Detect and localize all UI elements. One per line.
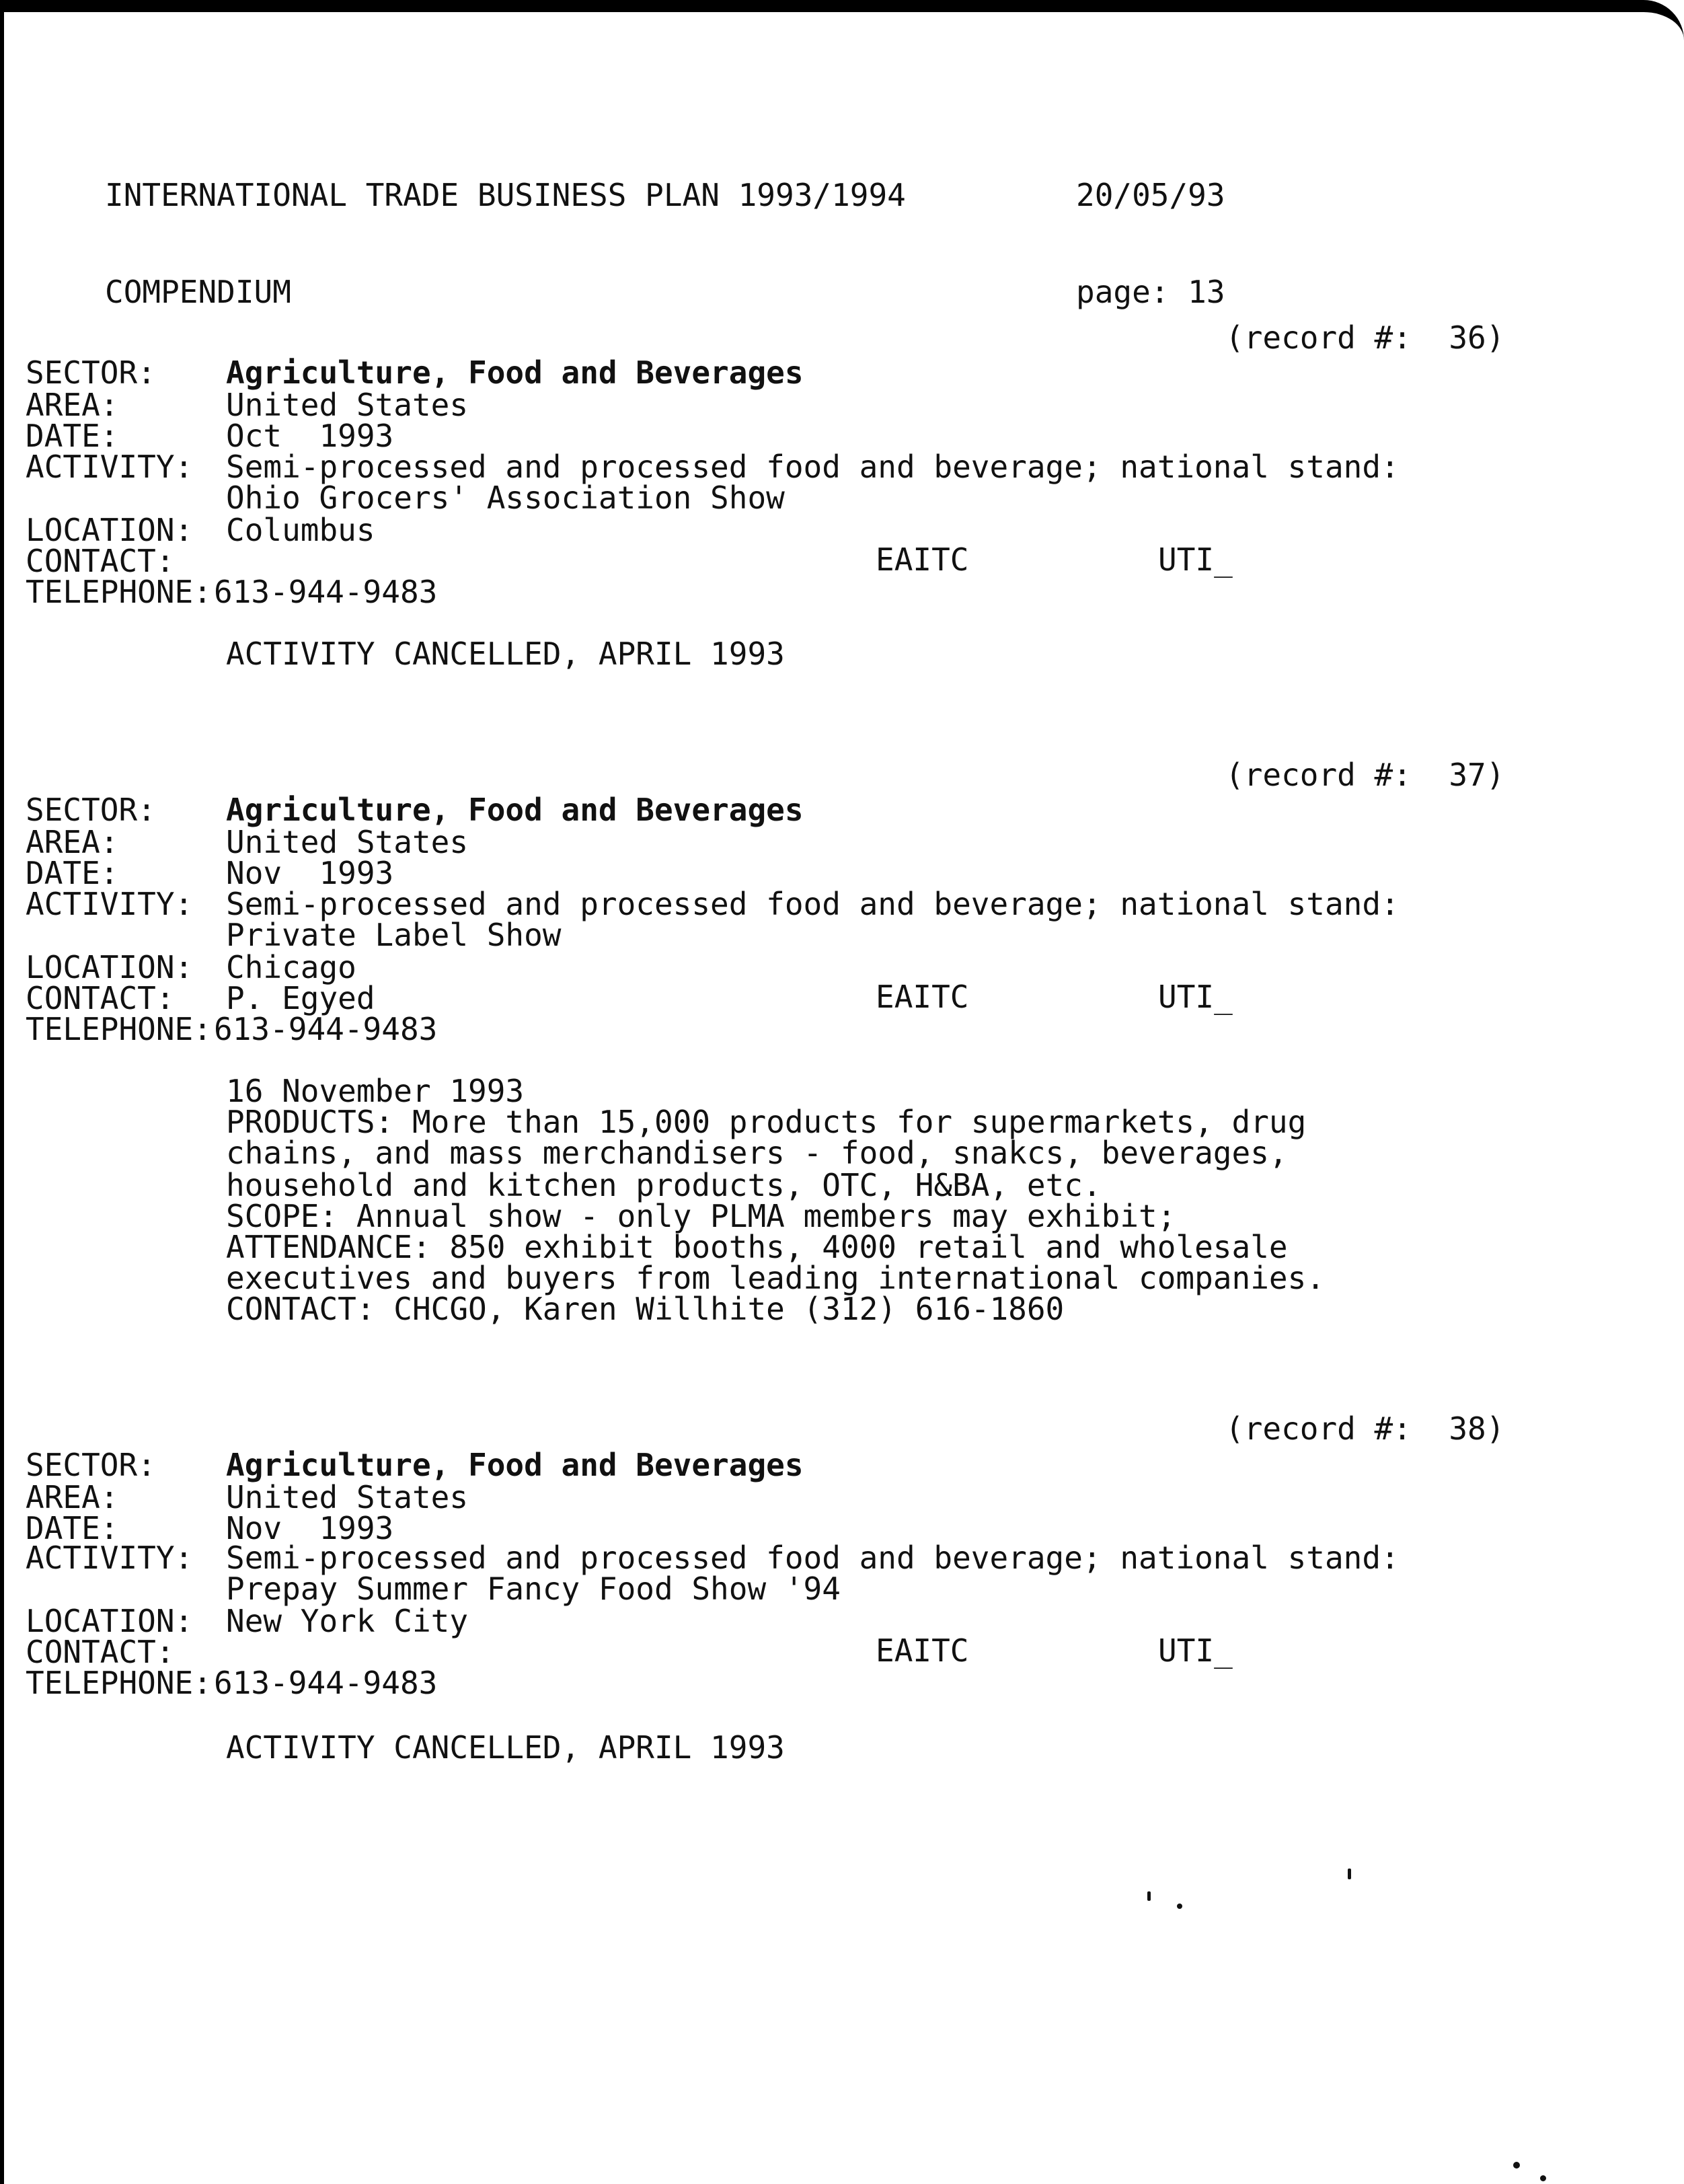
record-number: (record #: 37)	[1225, 757, 1505, 793]
telephone-label: TELEPHONE:	[26, 1665, 212, 1701]
detail-line: 16 November 1993	[226, 1073, 525, 1109]
sector-value: Agriculture, Food and Beverages	[226, 1447, 804, 1483]
activity-label: ACTIVITY:	[26, 886, 194, 922]
contact-label: CONTACT:	[26, 980, 175, 1016]
record-number: (record #: 36)	[1225, 319, 1505, 356]
sector-label: SECTOR:	[26, 1447, 156, 1483]
activity-line-1: Semi-processed and processed food and beverage; national stand:	[226, 886, 1400, 922]
document-date: 20/05/93	[1076, 177, 1225, 213]
activity-line-2: Ohio Grocers' Association Show	[226, 480, 785, 516]
sector-value: Agriculture, Food and Beverages	[226, 354, 804, 391]
date-value: Nov 1993	[226, 1510, 394, 1546]
title-line-2: COMPENDIUM	[105, 274, 291, 310]
area-value: United States	[226, 387, 469, 423]
date-value: Oct 1993	[226, 418, 394, 454]
location-value: Columbus	[226, 512, 375, 548]
page-number: page: 13	[1076, 274, 1225, 310]
activity-line-1: Semi-processed and processed food and beverage; national stand:	[226, 1540, 1400, 1576]
detail-line: ATTENDANCE: 850 exhibit booths, 4000 retail and wholesale	[226, 1229, 1288, 1265]
telephone-label: TELEPHONE:	[26, 1011, 212, 1047]
scan-speck	[1513, 2162, 1520, 2169]
activity-line-1: Semi-processed and processed food and beverage; national stand:	[226, 449, 1400, 485]
contact-label: CONTACT:	[26, 543, 175, 579]
contact-value: P. Egyed	[226, 980, 375, 1016]
telephone-value: 613-944-9483	[214, 1665, 438, 1701]
detail-line: executives and buyers from leading international companies.	[226, 1260, 1325, 1296]
document-title	[105, 114, 906, 340]
detail-line: chains, and mass merchandisers - food, snakcs, beverages,	[226, 1135, 1288, 1171]
scan-speck	[1348, 1869, 1351, 1879]
date-value: Nov 1993	[226, 855, 394, 891]
area-label: AREA:	[26, 824, 119, 860]
date-label: DATE:	[26, 418, 119, 454]
scan-speck	[1147, 1891, 1151, 1901]
uti-code: UTI_	[1158, 979, 1233, 1015]
telephone-value: 613-944-9483	[214, 1011, 438, 1047]
title-line-1: INTERNATIONAL TRADE BUSINESS PLAN 1993/1994	[105, 177, 906, 213]
date-label: DATE:	[26, 1510, 119, 1546]
activity-line-2: Prepay Summer Fancy Food Show '94	[226, 1571, 841, 1607]
area-value: United States	[226, 824, 469, 860]
status-note: ACTIVITY CANCELLED, APRIL 1993	[226, 636, 785, 672]
detail-line: SCOPE: Annual show - only PLMA members may exhibit;	[226, 1198, 1176, 1234]
record-number: (record #: 38)	[1225, 1410, 1505, 1447]
location-value: New York City	[226, 1603, 469, 1639]
area-label: AREA:	[26, 387, 119, 423]
date-label: DATE:	[26, 855, 119, 891]
status-note: ACTIVITY CANCELLED, APRIL 1993	[226, 1729, 785, 1766]
scan-speck	[1540, 2175, 1546, 2181]
telephone-value: 613-944-9483	[214, 574, 438, 610]
area-label: AREA:	[26, 1479, 119, 1515]
detail-line: PRODUCTS: More than 15,000 products for supermarkets, drug	[226, 1104, 1307, 1140]
detail-line: household and kitchen products, OTC, H&BA, etc.	[226, 1167, 1102, 1203]
activity-label: ACTIVITY:	[26, 449, 194, 485]
eaitc-code: EAITC	[876, 1632, 969, 1669]
contact-label: CONTACT:	[26, 1634, 175, 1670]
sector-label: SECTOR:	[26, 792, 156, 828]
location-label: LOCATION:	[26, 512, 194, 548]
scan-speck	[1177, 1904, 1182, 1909]
sector-value: Agriculture, Food and Beverages	[226, 792, 804, 828]
uti-code: UTI_	[1158, 541, 1233, 578]
eaitc-code: EAITC	[876, 541, 969, 578]
activity-line-2: Private Label Show	[226, 917, 562, 953]
location-label: LOCATION:	[26, 1603, 194, 1639]
uti-code: UTI_	[1158, 1632, 1233, 1669]
detail-line: CONTACT: CHCGO, Karen Willhite (312) 616-1860	[226, 1291, 1065, 1327]
eaitc-code: EAITC	[876, 979, 969, 1015]
activity-label: ACTIVITY:	[26, 1540, 194, 1576]
sector-label: SECTOR:	[26, 354, 156, 391]
area-value: United States	[226, 1479, 469, 1515]
location-value: Chicago	[226, 949, 356, 985]
location-label: LOCATION:	[26, 949, 194, 985]
document-meta	[1076, 114, 1225, 340]
telephone-label: TELEPHONE:	[26, 574, 212, 610]
